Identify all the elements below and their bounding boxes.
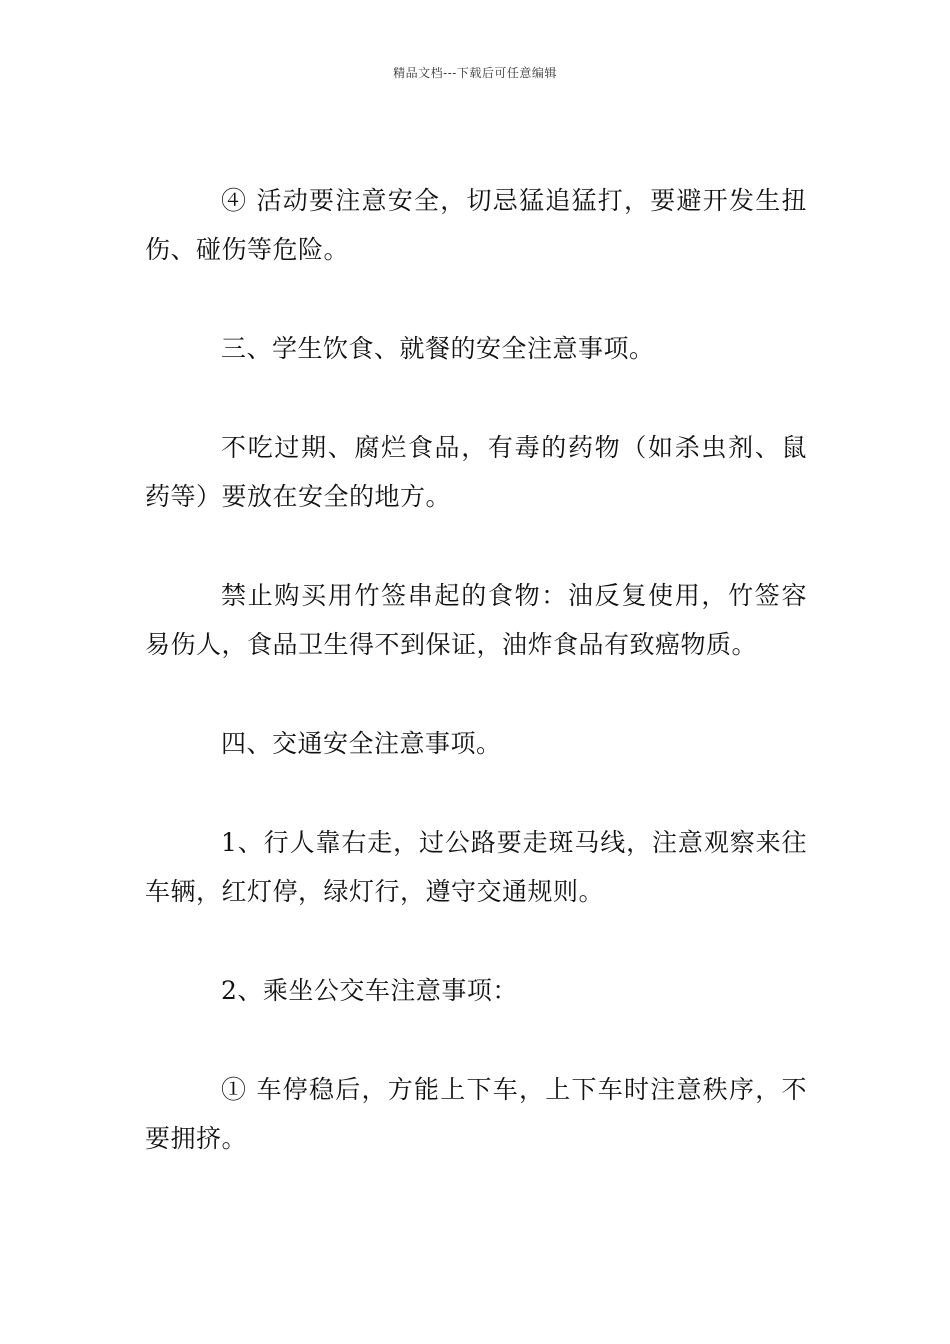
document-body [145,176,807,1213]
page-header: 精品文档---下载后可任意编辑 [393,66,557,80]
paragraph-expired-food: 不吃过期、腐烂食品，有毒的药物（如杀虫剂、鼠药等）要放在安全的地方。 [145,433,807,511]
paragraph-pedestrian-rules: 1、行人靠右走，过公路要走斑马线，注意观察来往车辆，红灯停，绿灯行，遵守交通规则。 [145,828,807,906]
paragraph-skewer-food: 禁止购买用竹签串起的食物：油反复使用，竹签容易伤人，食品卫生得不到保证，油炸食品有致癌物质。 [145,581,807,659]
section-heading-traffic-safety: 四、交通安全注意事项。 [221,729,502,758]
section-heading-food-safety: 三、学生饮食、就餐的安全注意事项。 [221,334,655,363]
paragraph-activity-safety: ④ 活动要注意安全，切忌猛追猛打，要避开发生扭伤、碰伤等危险。 [145,186,807,264]
paragraph-bus-boarding: ① 车停稳后，方能上下车，上下车时注意秩序，不要拥挤。 [145,1075,807,1153]
paragraph-bus-heading: 2、乘坐公交车注意事项： [221,976,518,1005]
